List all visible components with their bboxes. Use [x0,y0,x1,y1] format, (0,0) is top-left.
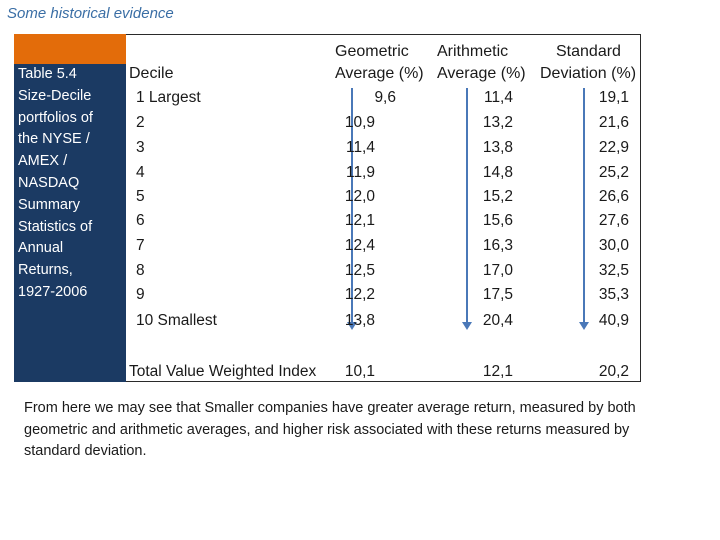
side-line: AMEX / [18,153,68,170]
stddev-cell: 27,6 [598,212,629,229]
arithmetic-cell: 17,0 [482,262,513,279]
geometric-cell: 12,4 [344,237,375,254]
decile-cell: 7 [136,237,145,254]
side-line: Size-Decile [18,87,92,104]
geometric-cell: 11,9 [345,164,375,181]
decile-cell: 1 Largest [136,89,201,106]
stddev-cell: 19,1 [598,89,629,106]
stddev-cell: 30,0 [598,237,629,254]
stddev-cell: 22,9 [598,139,629,156]
stddev-cell: 20,2 [598,363,629,380]
side-line: 1927-2006 [18,283,88,300]
header-geometric-line1: Geometric [335,43,409,60]
header-geometric-line2: Average (%) [335,65,424,82]
decile-cell: 9 [136,286,145,303]
arithmetic-cell: 13,2 [482,114,513,131]
geometric-cell: 13,8 [344,312,375,329]
side-panel [14,34,126,382]
header-arithmetic-line2: Average (%) [437,65,526,82]
total-label: Total Value Weighted Index [129,363,317,380]
geometric-cell: 12,5 [344,262,375,279]
side-line: Statistics of [18,218,93,235]
side-line: portfolios of [18,109,93,126]
arithmetic-cell: 15,6 [482,212,513,229]
slide-title: Some historical evidence [7,5,174,22]
side-line: Annual [18,240,64,257]
decile-cell: 10 Smallest [136,312,217,329]
geometric-cell: 12,0 [344,188,375,205]
arithmetic-cell: 17,5 [482,286,513,303]
stddev-cell: 25,2 [598,164,629,181]
side-panel-accent [14,34,126,64]
stddev-cell: 26,6 [598,188,629,205]
stddev-cell: 32,5 [598,262,629,279]
geometric-cell: 10,9 [344,114,375,131]
header-decile: Decile [129,65,174,82]
decile-cell: 3 [136,139,145,156]
decile-cell: 6 [136,212,145,229]
geometric-cell: 11,4 [345,139,375,156]
side-line: NASDAQ [18,174,80,191]
arithmetic-cell: 16,3 [482,237,513,254]
decile-cell: 2 [136,114,145,131]
header-stddev-line1: Standard [556,43,621,60]
arithmetic-cell: 14,8 [482,164,513,181]
caption-text: From here we may see that Smaller companies have greater average return, measured by both geometric and arithmetic averages, and higher risk associated with these returns measured by standard deviation. [24,400,636,459]
arithmetic-cell: 11,4 [483,89,513,106]
geometric-cell: 12,2 [344,286,375,303]
header-arithmetic-line1: Arithmetic [437,43,509,60]
decile-cell: 8 [136,262,145,279]
arithmetic-cell: 12,1 [482,363,513,380]
stddev-cell: 21,6 [598,114,629,131]
side-panel-text [18,64,122,304]
arithmetic-cell: 20,4 [482,312,513,329]
geometric-cell: 9,6 [374,89,396,106]
header-stddev-line2: Deviation (%) [540,65,637,82]
stddev-cell: 35,3 [598,286,629,303]
geometric-cell: 10,1 [344,363,375,380]
arithmetic-cell: 15,2 [482,188,513,205]
side-line: Summary [18,196,81,213]
arithmetic-cell: 13,8 [482,139,513,156]
geometric-cell: 12,1 [344,212,375,229]
decile-cell: 4 [136,164,145,181]
side-line: the NYSE / [18,131,90,148]
side-line: Returns, [18,262,73,279]
decile-cell: 5 [136,188,145,205]
side-line: Table 5.4 [18,66,77,82]
stddev-cell: 40,9 [598,312,629,329]
